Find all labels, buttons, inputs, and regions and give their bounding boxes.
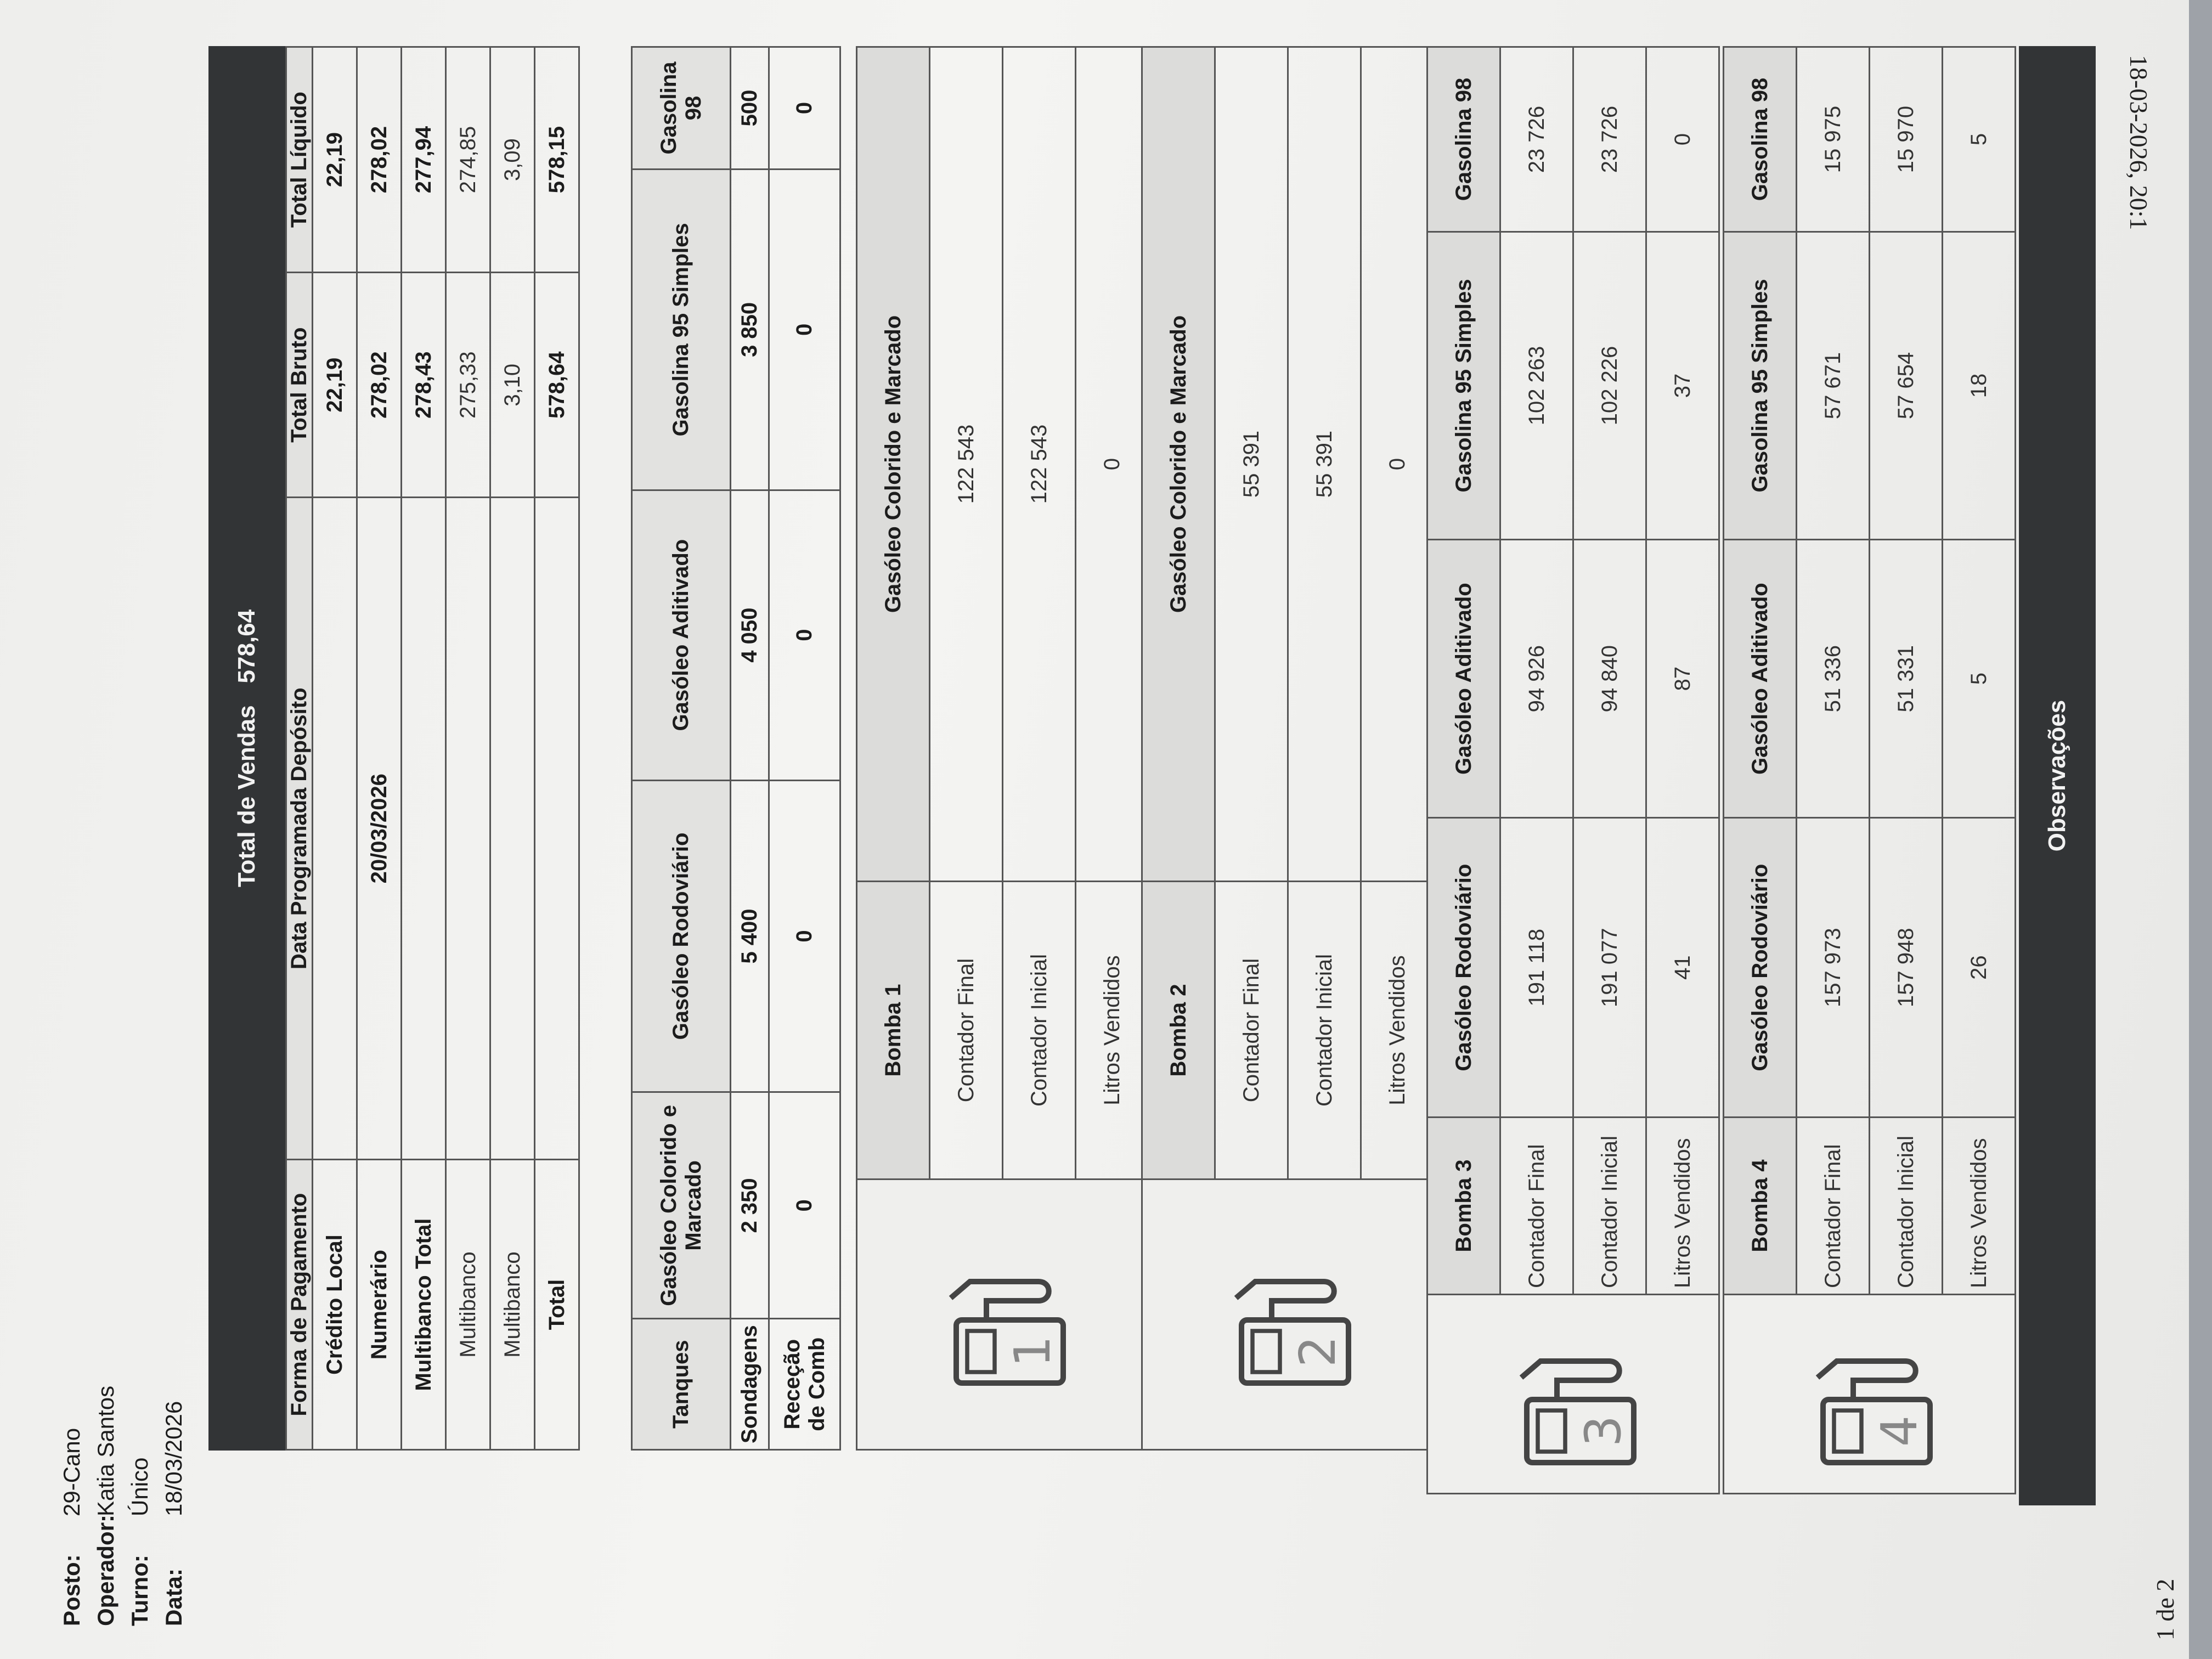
- product-header: Gasóleo Rodoviário: [1724, 818, 1797, 1118]
- page-number: 1 de 2: [2151, 1578, 2179, 1640]
- total-vendas-value: 578,64: [233, 609, 260, 684]
- table-cell: 18: [1943, 232, 2016, 540]
- product-header: Gasóleo Rodoviário: [1427, 818, 1500, 1118]
- pump-title: Bomba 4: [1724, 1118, 1797, 1295]
- col-colorido: Gasóleo Colorido e Marcado: [632, 1092, 731, 1319]
- table-row: [1646, 47, 1719, 1494]
- bomba2-table: [1141, 46, 1435, 1451]
- forma-cell: Numerário: [357, 1160, 402, 1450]
- table-cell: 0: [1076, 47, 1149, 882]
- table-cell: 157 973: [1797, 818, 1870, 1118]
- table-cell: 500: [731, 47, 769, 170]
- row-label: Contador Final: [1797, 1118, 1870, 1295]
- bruto-cell: 22,19: [313, 273, 357, 498]
- table-cell: 51 331: [1870, 539, 1943, 817]
- table-cell: 41: [1646, 818, 1719, 1118]
- pump-title: Bomba 2: [1142, 882, 1215, 1180]
- liquido-cell: 274,85: [446, 47, 490, 273]
- table-row: [731, 47, 769, 1450]
- table-row: [1943, 47, 2016, 1494]
- data-cell: [313, 498, 357, 1160]
- posto-value: 29-Cano: [59, 1427, 84, 1516]
- table-row: [1500, 47, 1573, 1494]
- col-rodoviario: Gasóleo Rodoviário: [632, 780, 731, 1092]
- table-cell: 191 118: [1500, 818, 1573, 1118]
- table-cell: 102 263: [1500, 232, 1573, 540]
- pump-title: Bomba 3: [1427, 1118, 1500, 1295]
- pump-product: Gasóleo Colorido e Marcado: [857, 47, 930, 882]
- data-label: Data:: [161, 1568, 187, 1626]
- data-cell: [490, 498, 535, 1160]
- table-cell: 26: [1943, 818, 2016, 1118]
- table-cell: 191 077: [1573, 818, 1646, 1118]
- liquido-cell: 277,94: [402, 47, 446, 273]
- table-cell: 37: [1646, 232, 1719, 540]
- product-header: Gasolina 98: [1427, 47, 1500, 232]
- bomba3-table: [1426, 46, 1720, 1494]
- row-label: Contador Inicial: [1870, 1118, 1943, 1295]
- table-row: [1573, 47, 1646, 1494]
- forma-cell: Multibanco Total: [402, 1160, 446, 1450]
- bruto-cell: 278,02: [357, 273, 402, 498]
- print-timestamp: 18-03-2026, 20:1: [2125, 55, 2153, 230]
- pump-1-icon: [857, 1180, 1149, 1450]
- table-cell: 51 336: [1797, 539, 1870, 817]
- table-cell: 0: [769, 47, 840, 170]
- col-g98: Gasolina 98: [632, 47, 731, 170]
- table-row: [769, 47, 840, 1450]
- row-label: Litros Vendidos: [1943, 1118, 2016, 1295]
- svg-text:4: 4: [1870, 1415, 1928, 1447]
- table-cell: 2 350: [731, 1092, 769, 1319]
- table-cell: 0: [769, 490, 840, 780]
- table-cell: 55 391: [1215, 47, 1288, 882]
- table-cell: 0: [1646, 47, 1719, 232]
- table-cell: 94 840: [1573, 539, 1646, 817]
- header-info: [55, 1386, 191, 1626]
- row-label: Contador Final: [930, 882, 1003, 1180]
- operador-value: Katia Santos: [93, 1385, 119, 1516]
- row-label: Receção de Comb: [769, 1319, 840, 1450]
- total-vendas-bar: [208, 46, 285, 1451]
- table-cell: 15 975: [1797, 47, 1870, 232]
- table-cell: 15 970: [1870, 47, 1943, 232]
- col-forma: Forma de Pagamento: [286, 1160, 313, 1450]
- col-aditivado: Gasóleo Aditivado: [632, 490, 731, 780]
- table-cell: 122 543: [930, 47, 1003, 882]
- pump-title: Bomba 1: [857, 882, 930, 1180]
- table-cell: 57 671: [1797, 232, 1870, 540]
- bomba1-table: [856, 46, 1149, 1451]
- row-label: Contador Inicial: [1003, 882, 1076, 1180]
- operador-label: Operador:: [93, 1514, 119, 1626]
- total-vendas-label: Total de Vendas: [233, 705, 260, 888]
- table-cell: 0: [769, 1092, 840, 1319]
- svg-text:3: 3: [1574, 1415, 1632, 1447]
- pump-4-icon: [1724, 1295, 2016, 1494]
- bruto-cell: 3,10: [490, 273, 535, 498]
- col-liquido: Total Líquido: [286, 47, 313, 273]
- data-cell: [446, 498, 490, 1160]
- pagamentos-table: [285, 46, 580, 1451]
- liquido-cell: 22,19: [313, 47, 357, 273]
- observacoes-label: Observações: [2044, 699, 2070, 852]
- table-row: [313, 47, 357, 1450]
- row-label: Contador Final: [1500, 1118, 1573, 1295]
- table-cell: 157 948: [1870, 818, 1943, 1118]
- row-label: Contador Final: [1215, 882, 1288, 1180]
- liquido-cell: 578,15: [535, 47, 579, 273]
- table-cell: 5: [1943, 539, 2016, 817]
- table-row: [490, 47, 535, 1450]
- row-label: Litros Vendidos: [1076, 882, 1149, 1180]
- table-cell: 57 654: [1870, 232, 1943, 540]
- table-cell: 102 226: [1573, 232, 1646, 540]
- row-label: Sondagens: [731, 1319, 769, 1450]
- table-row: [535, 47, 579, 1450]
- row-label: Litros Vendidos: [1646, 1118, 1719, 1295]
- product-header: Gasolina 95 Simples: [1427, 232, 1500, 540]
- table-cell: 23 726: [1500, 47, 1573, 232]
- pump-product: Gasóleo Colorido e Marcado: [1142, 47, 1215, 882]
- table-cell: 122 543: [1003, 47, 1076, 882]
- row-label: Litros Vendidos: [1361, 882, 1434, 1180]
- table-cell: 87: [1646, 539, 1719, 817]
- pump-2-icon: [1142, 1180, 1434, 1450]
- bruto-cell: 275,33: [446, 273, 490, 498]
- liquido-cell: 278,02: [357, 47, 402, 273]
- bruto-cell: 278,43: [402, 273, 446, 498]
- table-cell: 94 926: [1500, 539, 1573, 817]
- observacoes-bar: [2019, 46, 2096, 1505]
- pump-3-icon: [1427, 1295, 1719, 1494]
- table-cell: 5: [1943, 47, 2016, 232]
- table-row: [402, 47, 446, 1450]
- table-row: [1870, 47, 1943, 1494]
- col-bruto: Total Bruto: [286, 273, 313, 498]
- table-cell: 4 050: [731, 490, 769, 780]
- data-value: 18/03/2026: [161, 1401, 187, 1516]
- col-data: Data Programada Depósito: [286, 498, 313, 1160]
- row-label: Contador Inicial: [1573, 1118, 1646, 1295]
- table-cell: 5 400: [731, 780, 769, 1092]
- liquido-cell: 3,09: [490, 47, 535, 273]
- turno-value: Único: [127, 1457, 153, 1516]
- table-row: [357, 47, 402, 1450]
- product-header: Gasóleo Aditivado: [1427, 539, 1500, 817]
- table-cell: 55 391: [1288, 47, 1361, 882]
- report-page: [0, 35, 2140, 1659]
- turno-label: Turno:: [127, 1555, 153, 1626]
- table-cell: 23 726: [1573, 47, 1646, 232]
- forma-cell: Total: [535, 1160, 579, 1450]
- tanques-table: [631, 46, 841, 1451]
- data-cell: [402, 498, 446, 1160]
- row-label: Contador Inicial: [1288, 882, 1361, 1180]
- table-cell: 3 850: [731, 170, 769, 490]
- product-header: Gasolina 95 Simples: [1724, 232, 1797, 540]
- col-g95: Gasolina 95 Simples: [632, 170, 731, 490]
- forma-cell: Crédito Local: [313, 1160, 357, 1450]
- data-cell: [535, 498, 579, 1160]
- svg-text:1: 1: [1003, 1335, 1062, 1368]
- col-tanques: Tanques: [632, 1319, 731, 1450]
- bomba4-table: [1723, 46, 2016, 1494]
- table-cell: 0: [1361, 47, 1434, 882]
- table-cell: 0: [769, 780, 840, 1092]
- posto-label: Posto:: [59, 1554, 84, 1626]
- product-header: Gasóleo Aditivado: [1724, 539, 1797, 817]
- bruto-cell: 578,64: [535, 273, 579, 498]
- data-cell: 20/03/2026: [357, 498, 402, 1160]
- table-row: [446, 47, 490, 1450]
- svg-text:2: 2: [1289, 1335, 1347, 1368]
- forma-cell: Multibanco: [490, 1160, 535, 1450]
- table-cell: 0: [769, 170, 840, 490]
- product-header: Gasolina 98: [1724, 47, 1797, 232]
- table-row: [1797, 47, 1870, 1494]
- forma-cell: Multibanco: [446, 1160, 490, 1450]
